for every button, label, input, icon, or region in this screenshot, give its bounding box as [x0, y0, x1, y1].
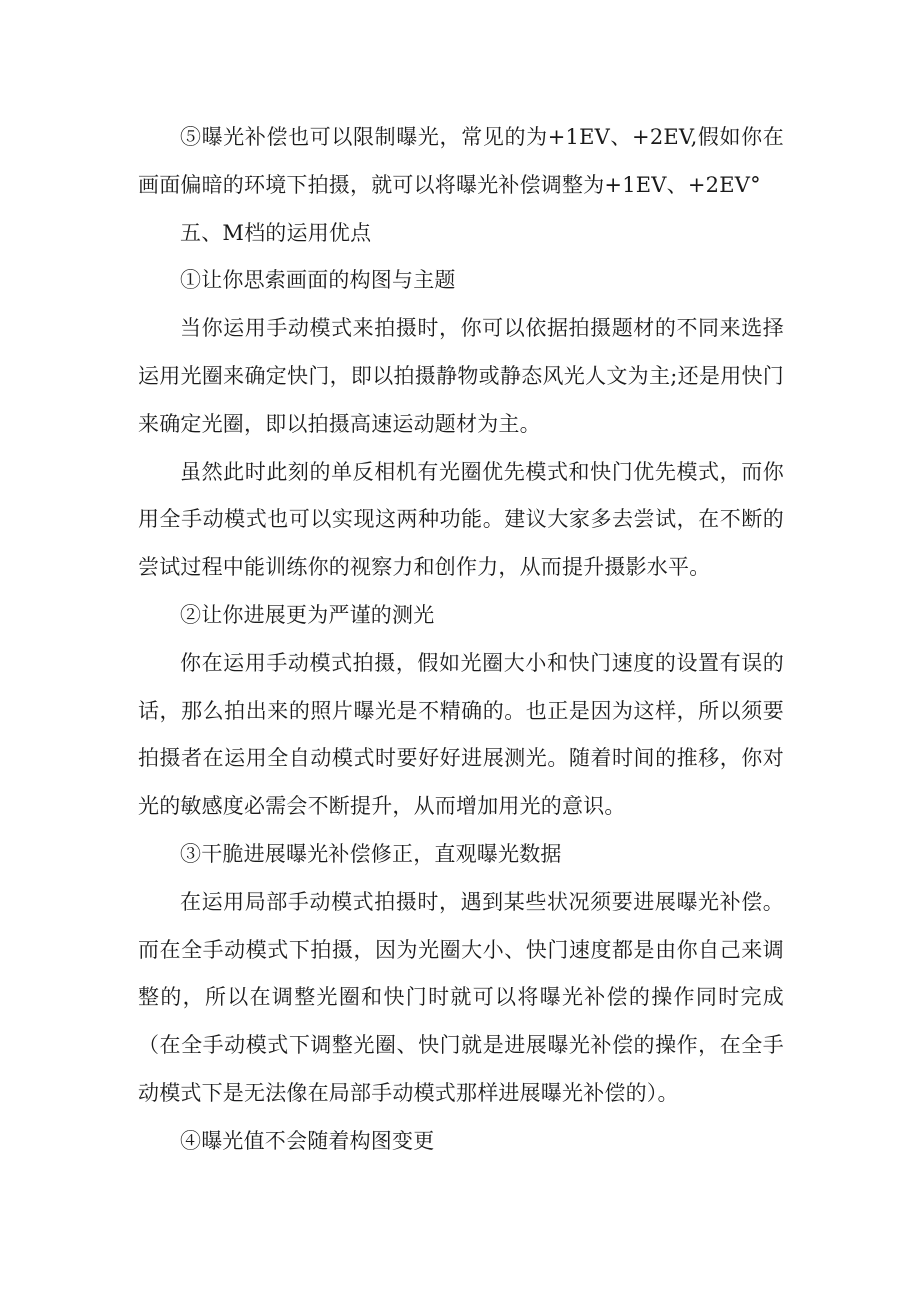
subheading-composition-theme: ①让你思索画面的构图与主题: [180, 268, 456, 293]
paragraph-metering-details: 你在运用手动模式拍摄，假如光圈大小和快门速度的设置有误的话，那么拍出来的照片曝光是不精确的。也正是因为这样，所以须要拍摄者在运用全自动模式时要好好进展测光。随着时间的推移，你对光的敏感度必需会不断提升，从而增加用光的意识。: [138, 650, 784, 819]
paragraph-manual-mode-choice: 当你运用手动模式来拍摄时，你可以依据拍摄题材的不同来选择运用光圈来确定快门，即以拍摄静物或静态风光人文为主;还是用快门来确定光圈，即以拍摄高速运动题材为主。: [138, 316, 784, 436]
paragraph-priority-modes: 虽然此时此刻的单反相机有光圈优先模式和快门优先模式，而你用全手动模式也可以实现这两种功能。建议大家多去尝试，在不断的尝试过程中能训练你的视察力和创作力，从而提升摄影水平。: [138, 459, 784, 580]
subheading-exposure-unaffected-by-composition: ④曝光值不会随着构图变更: [180, 1128, 435, 1153]
document-body: [138, 114, 784, 1166]
paragraph-exposure-compensation-note: ⑤曝光补偿也可以限制曝光，常见的为+1EV、+2EV,假如你在画面偏暗的环境下拍摄，就可以将曝光补偿调整为+1EV、+2EV°: [138, 125, 784, 197]
subheading-precise-metering: ②让你进展更为严谨的测光: [180, 602, 435, 627]
subheading-direct-exposure-correction: ③干脆进展曝光补偿修正，直观曝光数据: [180, 841, 562, 866]
section-heading-m-mode-advantages: 五、M档的运用优点: [180, 220, 372, 245]
paragraph-exposure-correction-details: 在运用局部手动模式拍摄时，遇到某些状况须要进展曝光补偿。而在全手动模式下拍摄，因为光圈大小、快门速度都是由你自己来调整的，所以在调整光圈和快门时就可以将曝光补偿的操作同时完成（在全手动模式下调整光圈、快门就是进展曝光补偿的操作，在全手动模式下是无法像在局部手动模式那样进展曝光补偿的）。: [138, 889, 784, 1105]
